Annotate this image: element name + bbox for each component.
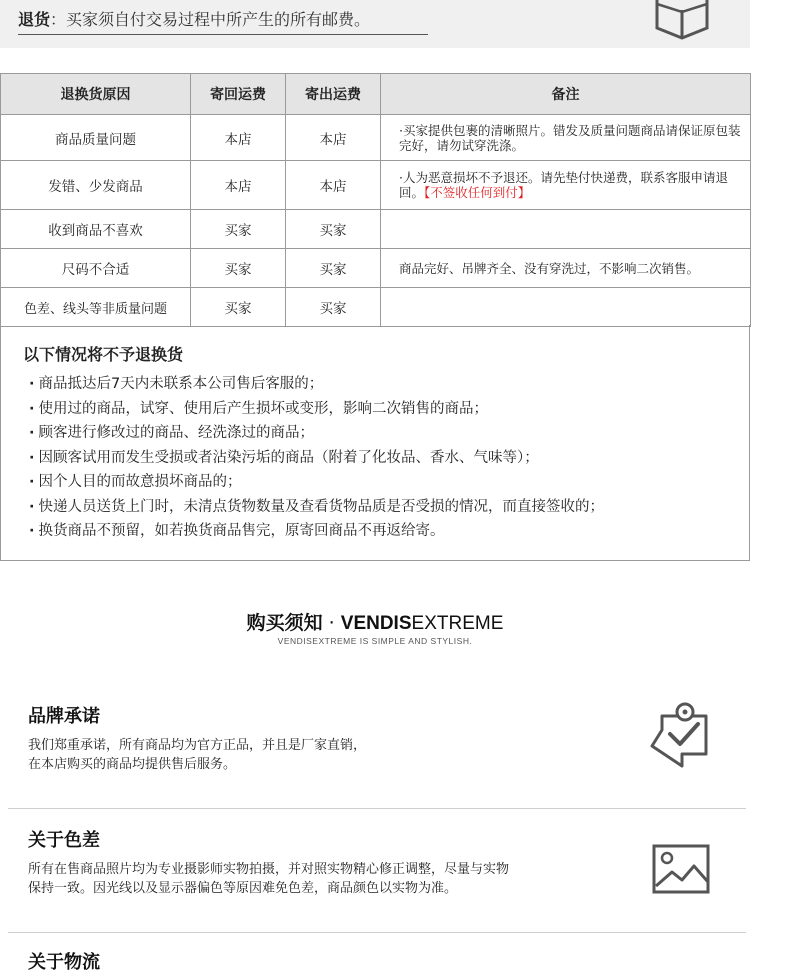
section-title: 关于色差 [28, 830, 100, 851]
header-send-fee: 寄出运费 [286, 74, 381, 115]
color-difference-section [28, 826, 628, 898]
note-damage-text: ·人为恶意损坏不予退还。请先垫付快递费，联系客服申请退回。 [399, 170, 728, 200]
brand-name-light: EXTREME [411, 613, 504, 634]
row-send-fee: 本店 [286, 161, 381, 210]
section-line: 保持一致。因光线以及显示器偏色等原因难免色差，商品颜色以实物为准。 [28, 881, 458, 896]
return-policy-separator: ： [50, 10, 67, 29]
note-damage [381, 161, 751, 210]
row-return-fee: 本店 [191, 115, 286, 161]
row-reason: 色差、线头等非质量问题 [1, 288, 191, 327]
brand-promise-section [28, 702, 628, 774]
table-row [1, 210, 751, 249]
section-divider [8, 808, 746, 809]
list-item: · 顾客进行修改过的商品、经洗涤过的商品； [29, 421, 604, 446]
note-size: 商品完好、吊牌齐全、没有穿洗过，不影响二次销售。 [381, 249, 751, 288]
row-reason: 收到商品不喜欢 [1, 210, 191, 249]
header-return-fee: 寄回运费 [191, 74, 286, 115]
return-policy-band [0, 0, 750, 48]
list-item: · 使用过的商品，试穿、使用后产生损坏或变形，影响二次销售的商品； [29, 397, 604, 422]
row-send-fee: 本店 [286, 115, 381, 161]
note-empty [381, 288, 751, 327]
row-send-fee: 买家 [286, 288, 381, 327]
return-fee-table [0, 73, 751, 327]
row-return-fee: 买家 [191, 249, 286, 288]
note-quality: ·买家提供包裹的清晰照片。错发及质量问题商品请保证原包装完好，请勿试穿洗涤。 [381, 115, 751, 161]
return-policy-label: 退货 [18, 10, 51, 29]
section-body [28, 860, 628, 898]
row-reason: 商品质量问题 [1, 115, 191, 161]
list-item: · 快递人员送货上门时，未清点货物数量及查看货物品质是否受损的情况，而直接签收的； [29, 495, 604, 520]
package-box-icon [651, 0, 713, 40]
exclusions-list [29, 372, 604, 544]
exclusions-title: 以下情况将不予退换货 [23, 345, 184, 364]
header-notes: 备注 [381, 74, 751, 115]
certificate-check-icon [648, 702, 712, 768]
logistics-section [28, 948, 628, 974]
list-item: · 因顾客试用而发生受损或者沾染污垢的商品（附着了化妆品、香水、气味等）； [29, 446, 604, 471]
notice-dot: · [328, 612, 335, 634]
return-policy-line [18, 6, 428, 35]
return-policy-text: 买家须自付交易过程中所产生的所有邮费。 [66, 10, 371, 29]
exclusions-box [0, 325, 750, 561]
section-body [28, 736, 628, 774]
row-return-fee: 买家 [191, 288, 286, 327]
note-damage-red: 【不签收任何到付】 [424, 185, 531, 200]
list-item: · 商品抵达后7天内未联系本公司售后客服的； [29, 372, 604, 397]
row-return-fee: 本店 [191, 161, 286, 210]
row-reason: 发错、少发商品 [1, 161, 191, 210]
header-reason: 退换货原因 [1, 74, 191, 115]
image-icon [652, 844, 710, 894]
notice-subtitle: VENDISEXTREME IS SIMPLE AND STYLISH. [277, 636, 473, 646]
notice-title [0, 608, 750, 635]
table-row [1, 115, 751, 161]
section-line: 所有在售商品照片均为专业摄影师实物拍摄，并对照实物精心修正调整，尽量与实物 [28, 862, 510, 877]
section-divider [8, 932, 746, 933]
note-empty [381, 210, 751, 249]
table-row [1, 249, 751, 288]
list-item: · 因个人目的而故意损坏商品的； [29, 470, 604, 495]
row-send-fee: 买家 [286, 210, 381, 249]
section-title: 品牌承诺 [28, 706, 100, 727]
row-reason: 尺码不合适 [1, 249, 191, 288]
notice-title-cn: 购买须知 [246, 612, 323, 634]
brand-name-bold: VENDIS [340, 613, 412, 634]
table-row [1, 161, 751, 210]
list-item: · 换货商品不预留，如若换货商品售完，原寄回商品不再返给寄。 [29, 519, 604, 544]
row-send-fee: 买家 [286, 249, 381, 288]
row-return-fee: 买家 [191, 210, 286, 249]
table-row [1, 288, 751, 327]
section-line: 我们郑重承诺，所有商品均为官方正品，并且是厂家直销， [28, 738, 367, 753]
table-header-row [1, 74, 751, 115]
section-line: 在本店购买的商品均提供售后服务。 [28, 757, 237, 772]
section-title: 关于物流 [28, 952, 100, 973]
